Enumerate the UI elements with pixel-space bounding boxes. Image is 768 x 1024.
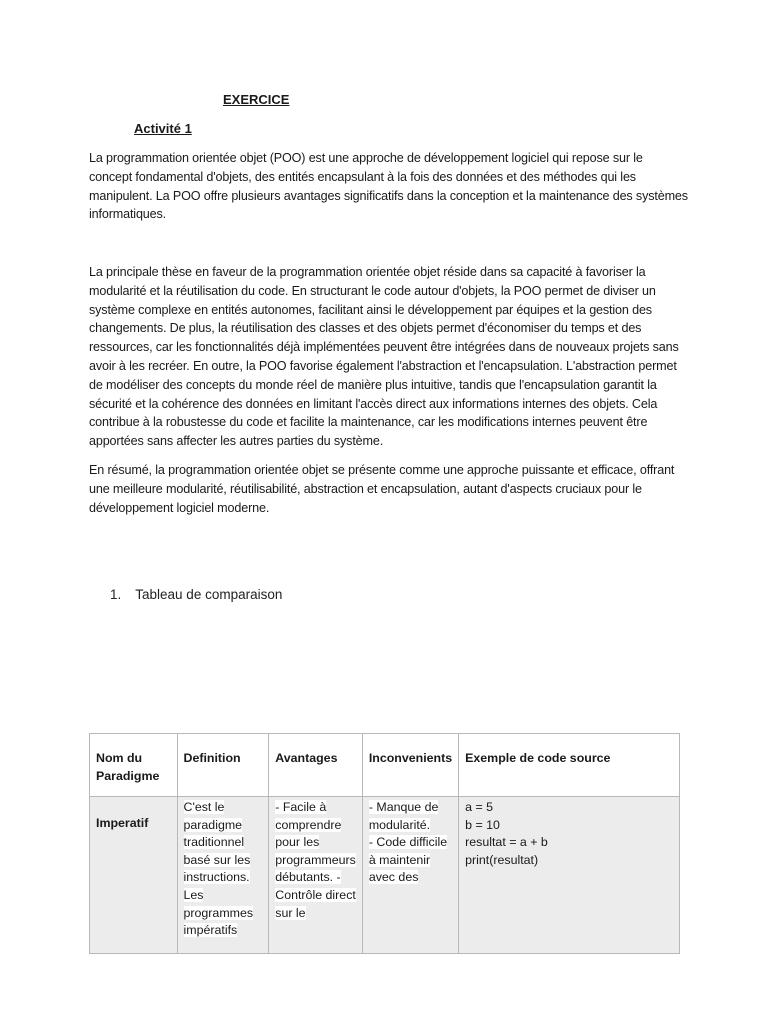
- list-item-comparison-table: [110, 587, 282, 602]
- cell-code-example: [459, 797, 680, 954]
- header-advantages: Avantages: [269, 734, 363, 797]
- table-header-row: [90, 734, 680, 797]
- header-disadvantages: Inconvenients: [362, 734, 458, 797]
- thesis-paragraph: La principale thèse en faveur de la programmation orientée objet réside dans sa capacité à favoriser la modularité et la réutilisation du code. En structurant le code autour d'objets, la POO permet de diviser un système complexe en entités autonomes, facilitant ainsi le développement par équipes et la gestion des changements. De plus, la réutilisation des classes et des objets permet d'économiser du temps et des ressources, car les fonctionnalités déjà implémentées peuvent être intégrées dans de nouveaux projets sans avoir à les recréer. En outre, la POO favorise également l'abstraction et l'encapsulation. L'abstraction permet de modéliser des concepts du monde réel de manière plus intuitive, tandis que l'encapsulation garantit la sécurité et la cohérence des données en limitant l'accès direct aux informations internes des objets. Cela contribue à la robustesse du code et facilite la maintenance, car les modifications internes peuvent être apportées sans affecter les autres parties du système.: [89, 265, 679, 449]
- cell-advantages: [269, 797, 363, 954]
- cell-disadvantages: [362, 797, 458, 954]
- list-number: 1.: [110, 587, 122, 602]
- cell-advantages-text: - Facile à comprendre pour les programmeurs débutants. - Contrôle direct sur le: [275, 800, 356, 920]
- cell-definition: [177, 797, 269, 954]
- list-label: Tableau de comparaison: [135, 587, 283, 602]
- header-code-example: Exemple de code source: [459, 734, 680, 797]
- document-title: EXERCICE: [223, 92, 290, 107]
- summary-paragraph: En résumé, la programmation orientée objet se présente comme une approche puissante et efficace, offrant une meilleure modularité, réutilisabilité, abstraction et encapsulation, autant d'aspects cruciaux pour le développement logiciel moderne.: [89, 463, 675, 515]
- table-row: [90, 797, 680, 954]
- cell-disadvantages-text: - Manque de modularité. - Code difficile à maintenir avec des: [368, 800, 448, 885]
- header-definition: Definition: [177, 734, 269, 797]
- cell-code-example-text: a = 5 b = 10 resultat = a + b print(resultat): [465, 800, 548, 867]
- comparison-table: [89, 733, 680, 954]
- cell-paradigm-name: Imperatif: [90, 797, 178, 954]
- header-paradigm: Nom du Paradigme: [90, 734, 178, 797]
- activity-heading: Activité 1: [134, 121, 192, 136]
- intro-paragraph: La programmation orientée objet (POO) est une approche de développement logiciel qui repose sur le concept fondamental d'objets, des entités encapsulant à la fois des données et des méthodes qui les manipulent. La POO offre plusieurs avantages significatifs dans la conception et la maintenance des systèmes informatiques.: [89, 151, 688, 222]
- cell-definition-text: C'est le paradigme traditionnel basé sur les instructions. Les programmes impératifs: [183, 800, 254, 938]
